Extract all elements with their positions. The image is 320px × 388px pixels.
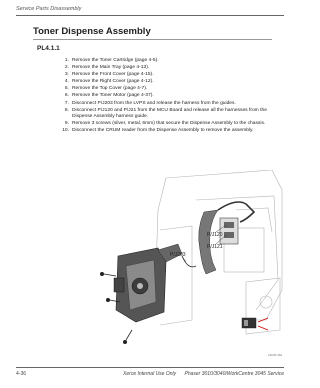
parts-list-reference: PL4.1.1	[37, 45, 60, 52]
connector-block	[220, 218, 238, 244]
header-rule	[16, 15, 284, 16]
step-text: Disconnect the CRUM reader from the Dispense Assembly to remove the assembly.	[72, 128, 254, 134]
step-number: 8.	[64, 107, 69, 113]
step-text: Remove the Toner Motor (page 4-37).	[72, 93, 154, 99]
wiring-harness	[199, 210, 218, 274]
step-text: Remove the Front Cover (page 4-15).	[72, 72, 154, 78]
procedure-step	[62, 128, 284, 134]
procedure-step	[62, 65, 284, 71]
footer-publisher: Xerox Internal Use Only	[123, 371, 177, 377]
procedure-step	[62, 121, 284, 127]
step-text: Remove 3 screws (silver, metal, 6mm) that secure the Dispense Assembly to the chassis.	[72, 120, 266, 126]
step-number: 6.	[64, 93, 69, 99]
procedure-step	[62, 72, 284, 78]
footer-text	[123, 371, 284, 377]
dispense-assembly-figure	[96, 170, 286, 360]
step-number: 5.	[64, 86, 69, 92]
footer-product: Phaser 3010/3040/WorkCentre 3045 Service	[184, 371, 284, 377]
step-text: Remove the Toner Cartridge (page 4-5).	[72, 58, 159, 63]
page-title: Toner Dispense Assembly	[33, 26, 151, 37]
step-number: 4.	[64, 79, 69, 85]
step-number: 7.	[64, 100, 69, 106]
procedure-step	[62, 93, 284, 99]
step-number: 9.	[64, 120, 69, 126]
connector-plug	[224, 222, 234, 228]
procedure-step	[62, 108, 284, 120]
callout-pj120: P/J120	[207, 232, 223, 238]
step-number: 10.	[62, 128, 69, 134]
footer-rule	[16, 367, 284, 368]
connector-plug	[224, 232, 234, 238]
step-number: 2.	[64, 65, 69, 71]
screw-icon	[123, 330, 132, 344]
procedure-step	[62, 101, 284, 107]
procedure-step	[62, 86, 284, 92]
step-text: Disconnect P/J203 from the LVPS and release the harness from the guides.	[72, 100, 236, 106]
step-text: Remove the Right Cover (page 4-12).	[72, 79, 154, 85]
callout-pj203: P/J203	[170, 252, 186, 258]
dispense-assembly-illustration	[96, 170, 286, 360]
figure-id: s3045-462	[268, 353, 283, 357]
step-number: 3.	[64, 72, 69, 78]
step-text: Remove the Top Cover (page 4-7).	[72, 86, 148, 92]
running-header: Service Parts Disassembly	[16, 6, 82, 12]
procedure-step	[62, 79, 284, 85]
screw-icon	[100, 272, 116, 276]
step-text: Remove the Main Tray (page 4-13).	[72, 65, 150, 71]
page-number: 4-36	[16, 371, 27, 377]
step-text: Disconnect P/J120 and P/J21 from the MCU Board and release all the harnesses from the Dispense Assembly harness guide.	[72, 107, 267, 119]
title-rule	[33, 39, 272, 40]
step-number: 1.	[64, 58, 69, 63]
procedure-steps	[62, 58, 284, 135]
procedure-step	[62, 58, 284, 64]
callout-pj121: P/J121	[207, 244, 223, 250]
